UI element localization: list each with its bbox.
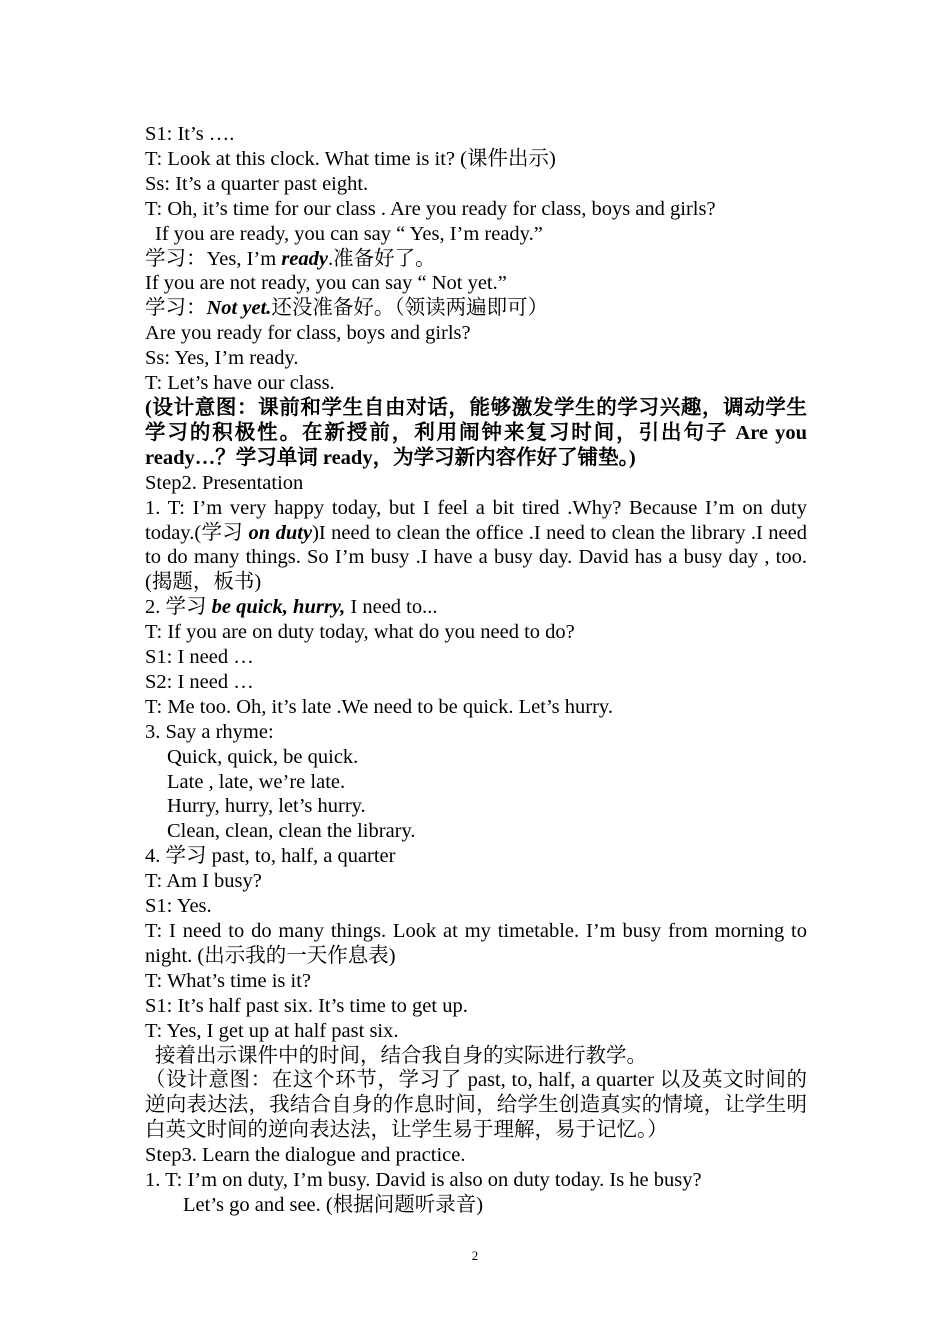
text-line: 4. 学习 past, to, half, a quarter: [145, 845, 396, 868]
design-intent-paragraph: (设计意图：课前和学生自由对话，能够激发学生的学习兴趣，调动学生学习的积极性。在新授前，利用闹钟来复习时间，引出句子 Are you ready…？学习单词 ready，为学习新内容作好了铺垫。): [145, 396, 807, 469]
text-span: )I need to clean the office .I need to clean the library .I need to do many things. So I’m busy .I have a busy day. David has a busy day , too. (揭题，板书): [145, 521, 807, 594]
text-line: S1: I need …: [145, 646, 254, 669]
vocab-on-duty: on duty: [248, 521, 313, 544]
rhyme-line: Quick, quick, be quick.: [167, 745, 359, 768]
rhyme-line: Hurry, hurry, let’s hurry.: [167, 795, 366, 818]
text-line: 接着出示课件中的时间，结合我自身的实际进行教学。: [155, 1044, 647, 1067]
page-number: 2: [471, 1248, 479, 1263]
text-line: T: What’s time is it?: [145, 969, 311, 992]
text-span: .准备好了。: [328, 247, 436, 270]
text-line: T: Let’s have our class.: [145, 372, 335, 395]
text-line: Let’s go and see. (根据问题听录音): [183, 1193, 484, 1216]
section-heading: Step3. Learn the dialogue and practice.: [145, 1144, 466, 1167]
text-line: [145, 296, 807, 321]
text-line: T: Yes, I get up at half past six.: [145, 1019, 399, 1042]
vocab-be-quick-hurry: be quick, hurry,: [211, 596, 346, 619]
design-intent-paragraph: （设计意图：在这个环节，学习了 past, to, half, a quarter 以及英文时间的逆向表达法，我结合自身的作息时间，给学生创造真实的情境，让学生明白英文时间的逆向表达法，让学生易于理解，易于记忆。）: [145, 1069, 807, 1142]
text-line: T: Oh, it’s time for our class . Are you ready for class, boys and girls?: [145, 197, 716, 220]
text-line: T: Me too. Oh, it’s late .We need to be quick. Let’s hurry.: [145, 695, 613, 718]
text-span: 1. T: I’m very happy today, but I feel a bit tired .Why? Because I’m on duty today.(学习: [145, 496, 807, 544]
text-line: Ss: It’s a quarter past eight.: [145, 172, 369, 195]
text-line: S2: I need …: [145, 670, 254, 693]
text-line: Are you ready for class, boys and girls?: [145, 322, 471, 345]
text-line: [145, 247, 807, 272]
text-line: If you are not ready, you can say “ Not yet.”: [145, 272, 507, 295]
text-line: 1. T: I’m on duty, I’m busy. David is also on duty today. Is he busy?: [145, 1169, 702, 1192]
text-line: If you are ready, you can say “ Yes, I’m ready.”: [155, 222, 543, 245]
text-line: 3. Say a rhyme:: [145, 720, 274, 743]
vocab-ready: ready: [281, 247, 328, 270]
text-paragraph: [145, 496, 807, 596]
text-line: T: Look at this clock. What time is it? (课件出示): [145, 147, 556, 170]
text-line: Ss: Yes, I’m ready.: [145, 347, 299, 370]
text-line: S1: It’s half past six. It’s time to get up.: [145, 994, 468, 1017]
text-span: 学习：Yes, I’m: [145, 247, 282, 270]
text-line: S1: Yes.: [145, 895, 212, 918]
text-paragraph: T: I need to do many things. Look at my timetable. I’m busy from morning to night. (出示我的一天作息表): [145, 920, 807, 967]
text-span: 2. 学习: [145, 596, 212, 619]
text-span: 学习：: [145, 297, 207, 320]
text-line: T: Am I busy?: [145, 870, 262, 893]
text-line: S1: It’s ….: [145, 123, 235, 145]
text-line: [145, 595, 807, 620]
text-line: T: If you are on duty today, what do you need to do?: [145, 621, 575, 644]
rhyme-line: Late , late, we’re late.: [167, 770, 346, 793]
text-span: I need to...: [345, 596, 438, 619]
text-span: 还没准备好。（领读两遍即可）: [271, 297, 549, 320]
section-heading: Step2. Presentation: [145, 471, 304, 494]
rhyme-line: Clean, clean, clean the library.: [167, 820, 416, 843]
vocab-not-yet: Not yet.: [206, 297, 272, 320]
document-body: [145, 122, 807, 1218]
